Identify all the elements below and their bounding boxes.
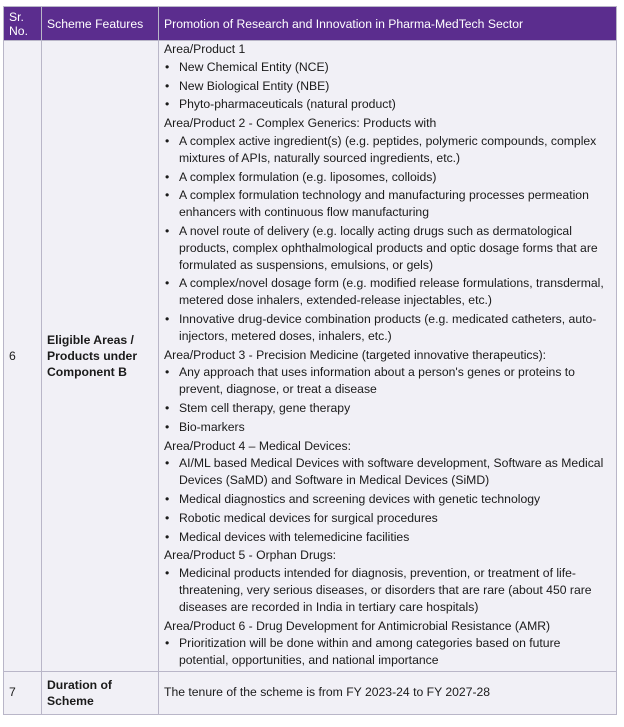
list-item: • Medical diagnostics and screening devices with genetic technology [164,491,611,508]
header-row [4,7,617,41]
list-item: • New Biological Entity (NBE) [164,78,611,95]
list-item: • A novel route of delivery (e.g. locally acting drugs such as dermatological products, complex ophthalmological products and optic dosage forms that are formulated as suspensions, emulsions, or gels) [164,223,611,273]
list-item: • Robotic medical devices for surgical procedures [164,510,611,527]
area-title: Area/Product 3 - Precision Medicine (targeted innovative therapeutics): [164,347,547,362]
list-item: • Innovative drug-device combination products (e.g. medicated catheters, auto-injectors, metered doses, inhalers, etc.) [164,311,611,345]
row-6-content [159,41,617,672]
list-item: • Bio-markers [164,419,611,436]
list-item: • A complex formulation (e.g. liposomes, colloids) [164,169,611,186]
list-item: • Prioritization will be done within and among categories based on future potential, opportunities, and national importance [164,635,611,669]
list-item: • Stem cell therapy, gene therapy [164,400,611,417]
eligible-areas-list [164,41,611,669]
area-title: Area/Product 1 [164,42,246,56]
header-promotion: Promotion of Research and Innovation in Pharma-MedTech Sector [159,7,617,41]
list-item: • Any approach that uses information about a person's genes or proteins to prevent, diagnose, or treat a disease [164,364,611,398]
list-item: • Phyto-pharmaceuticals (natural product) [164,96,611,113]
row-7-feature: Duration of Scheme [42,671,159,714]
scheme-table [3,6,617,715]
row-6-feature: Eligible Areas / Products under Component B [42,41,159,672]
list-item: • A complex formulation technology and manufacturing processes permeation enhancers with continuous flow manufacturing [164,187,611,221]
row-6-number: 6 [4,41,42,672]
area-items-list [164,635,611,669]
row-7-number: 7 [4,671,42,714]
area-items-list [164,59,611,113]
header-scheme-features: Scheme Features [42,7,159,41]
area-items-list [164,133,611,345]
list-item: • Medicinal products intended for diagnosis, prevention, or treatment of life-threatening, very serious diseases, or disorders that are rare (about 450 rare diseases are recorded in India in tertiary care hospitals) [164,565,611,615]
list-item: • Medical devices with telemedicine facilities [164,529,611,546]
list-item: • AI/ML based Medical Devices with software development, Software as Medical Devices (SaMD) and Software in Medical Devices (SiMD) [164,455,611,489]
table-row-7 [4,671,617,714]
list-item: • A complex active ingredient(s) (e.g. peptides, polymeric compounds, complex mixtures of APIs, naturally sourced ingredients, etc.) [164,133,611,167]
area-items-list [164,455,611,545]
area-title: Area/Product 5 - Orphan Drugs: [164,548,337,563]
area-items-list [164,565,611,615]
table-row-6 [4,41,617,672]
area-title: Area/Product 4 – Medical Devices: [164,438,351,453]
area-items-list [164,364,611,435]
row-7-description: The tenure of the scheme is from FY 2023-24 to FY 2027-28 [159,671,617,714]
list-item: • A complex/novel dosage form (e.g. modified release formulations, transdermal, metered dose inhalers, extended-release injectables, etc.) [164,275,611,309]
area-title: Area/Product 6 - Drug Development for Antimicrobial Resistance (AMR) [164,618,551,633]
area-title: Area/Product 2 - Complex Generics: Products with [164,116,437,131]
list-item: • New Chemical Entity (NCE) [164,59,611,76]
header-sr-no: Sr. No. [4,7,42,41]
